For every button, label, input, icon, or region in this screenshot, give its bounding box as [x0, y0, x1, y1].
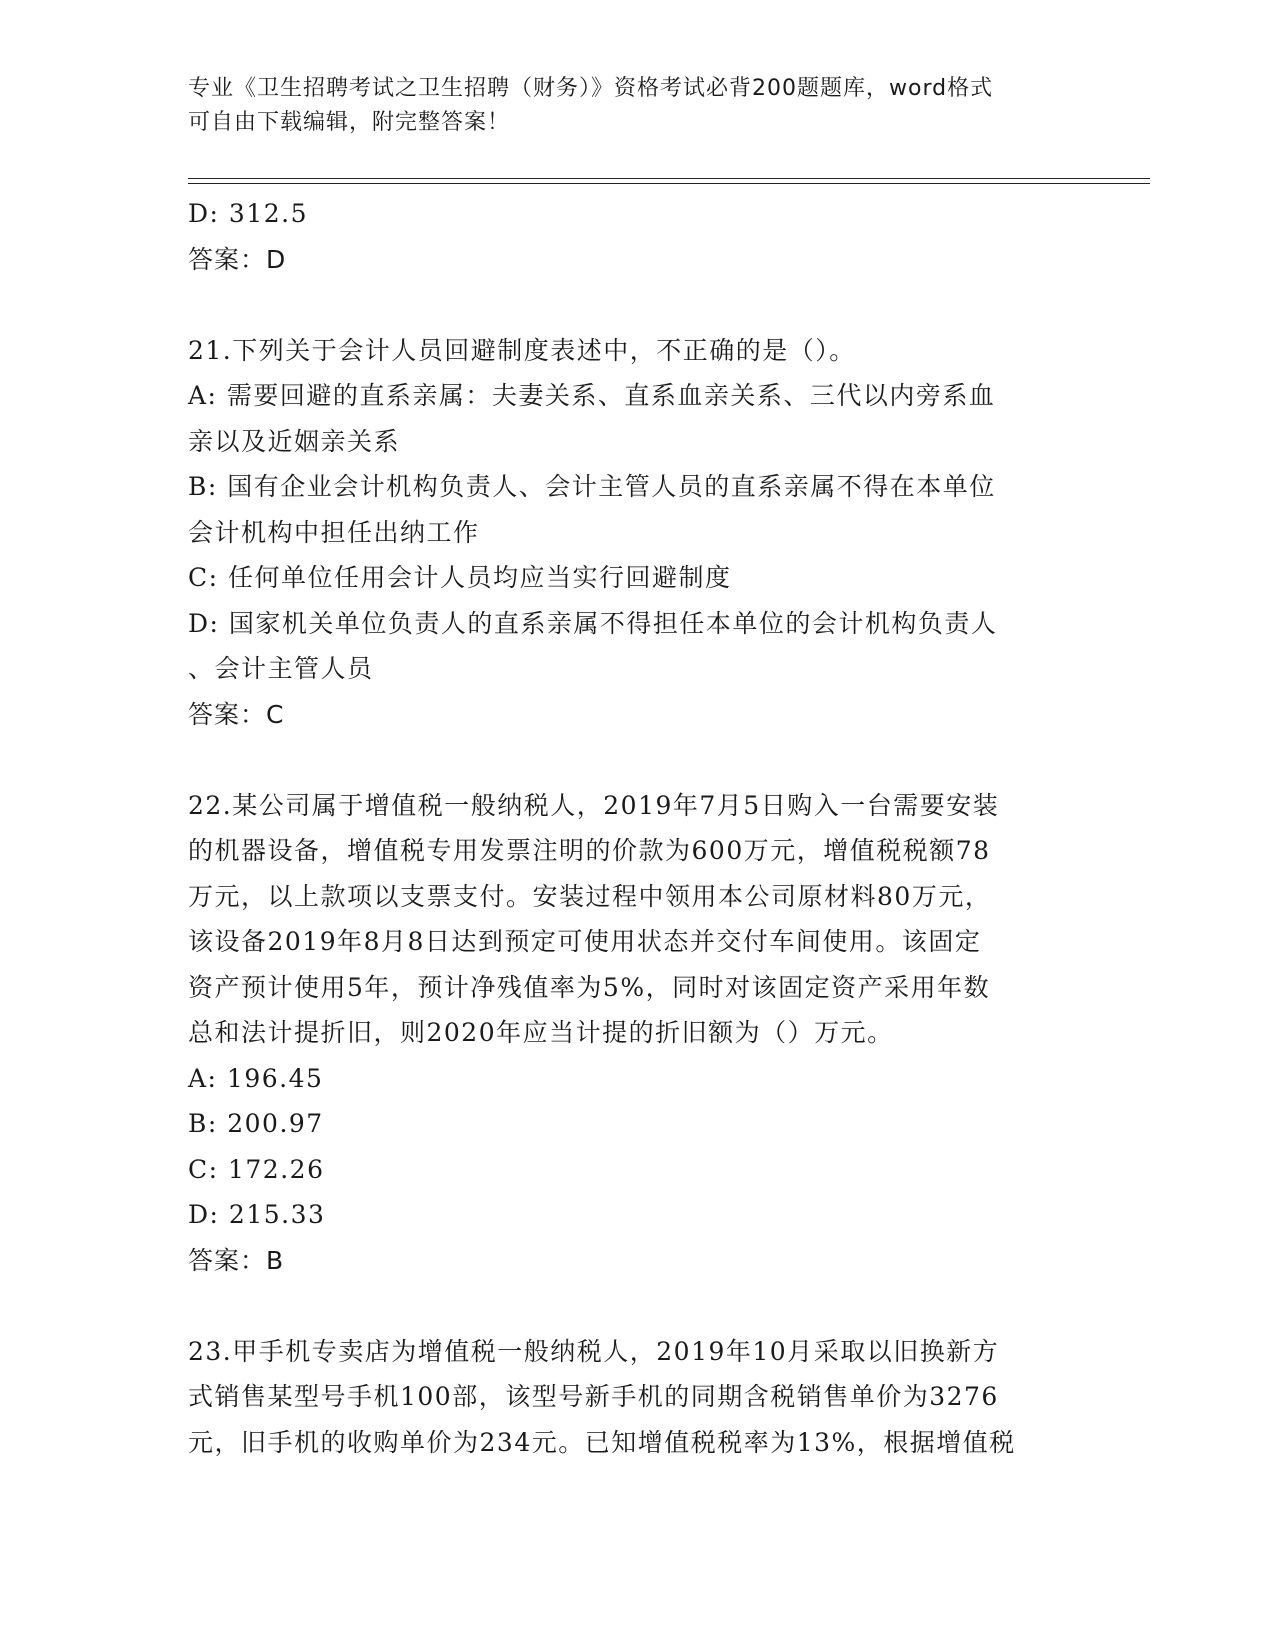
option-c: C: 任何单位任用会计人员均应当实行回避制度: [188, 563, 732, 592]
spacer: [188, 282, 1088, 328]
option-b-continued: 会计机构中担任出纳工作: [188, 517, 480, 547]
question-stem-continued: 式销售某型号手机100部，该型号新手机的同期含税销售单价为3276: [188, 1382, 999, 1411]
option-a-continued: 亲以及近姻亲关系: [188, 426, 401, 456]
prev-option-d: D: 312.5: [188, 199, 308, 228]
option-c: C: 172.26: [188, 1154, 325, 1184]
page-header: [188, 72, 1068, 140]
question-stem: 23.甲手机专卖店为增值税一般纳税人，2019年10月采取以旧换新方: [188, 1336, 1000, 1366]
question-stem: 22.某公司属于增值税一般纳税人，2019年7月5日购入一台需要安装: [188, 790, 1000, 820]
option-b: B: 200.97: [188, 1109, 324, 1138]
question-22: [188, 783, 1088, 1284]
option-d-continued: 、会计主管人员: [188, 654, 374, 683]
option-d: D: 215.33: [188, 1200, 326, 1229]
prev-answer: 答案：D: [188, 244, 287, 274]
spacer: [188, 1283, 1088, 1329]
option-a: A: 196.45: [188, 1063, 324, 1093]
question-stem-continued: 该设备2019年8月8日达到预定可使用状态并交付车间使用。该固定: [188, 927, 982, 956]
header-line-2: 可自由下载编辑，附完整答案！: [188, 110, 511, 135]
question-stem-continued: 万元，以上款项以支票支付。安装过程中领用本公司原材料80万元，: [188, 881, 992, 911]
spacer: [188, 737, 1088, 783]
document-body: [188, 191, 1088, 1465]
header-line-1: 专业《卫生招聘考试之卫生招聘（财务）》资格考试必背200题题库，word格式: [188, 76, 994, 101]
question-stem: 21.下列关于会计人员回避制度表述中，不正确的是（）。: [188, 335, 856, 365]
question-stem-continued: 的机器设备，增值税专用发票注明的价款为600万元，增值税税额78: [188, 836, 991, 865]
option-d: D: 国家机关单位负责人的直系亲属不得担任本单位的会计机构负责人: [188, 608, 998, 638]
question-stem-continued: 总和法计提折旧，则2020年应当计提的折旧额为（）万元。: [188, 1018, 894, 1047]
answer: 答案：B: [188, 1245, 285, 1275]
question-21: [188, 328, 1088, 738]
option-b: B: 国有企业会计机构负责人、会计主管人员的直系亲属不得在本单位: [188, 472, 996, 501]
header-rule-bottom: [188, 183, 1150, 184]
question-23: [188, 1329, 1088, 1466]
question-stem-continued: 资产预计使用5年，预计净残值率为5%，同时对该固定资产采用年数: [188, 972, 991, 1002]
answer: 答案：C: [188, 699, 285, 729]
question-stem-continued: 元，旧手机的收购单价为234元。已知增值税税率为13%，根据增值税: [188, 1427, 1016, 1457]
header-rule-top: [188, 178, 1150, 179]
option-a: A: 需要回避的直系亲属：夫妻关系、直系血亲关系、三代以内旁系血: [188, 381, 996, 410]
